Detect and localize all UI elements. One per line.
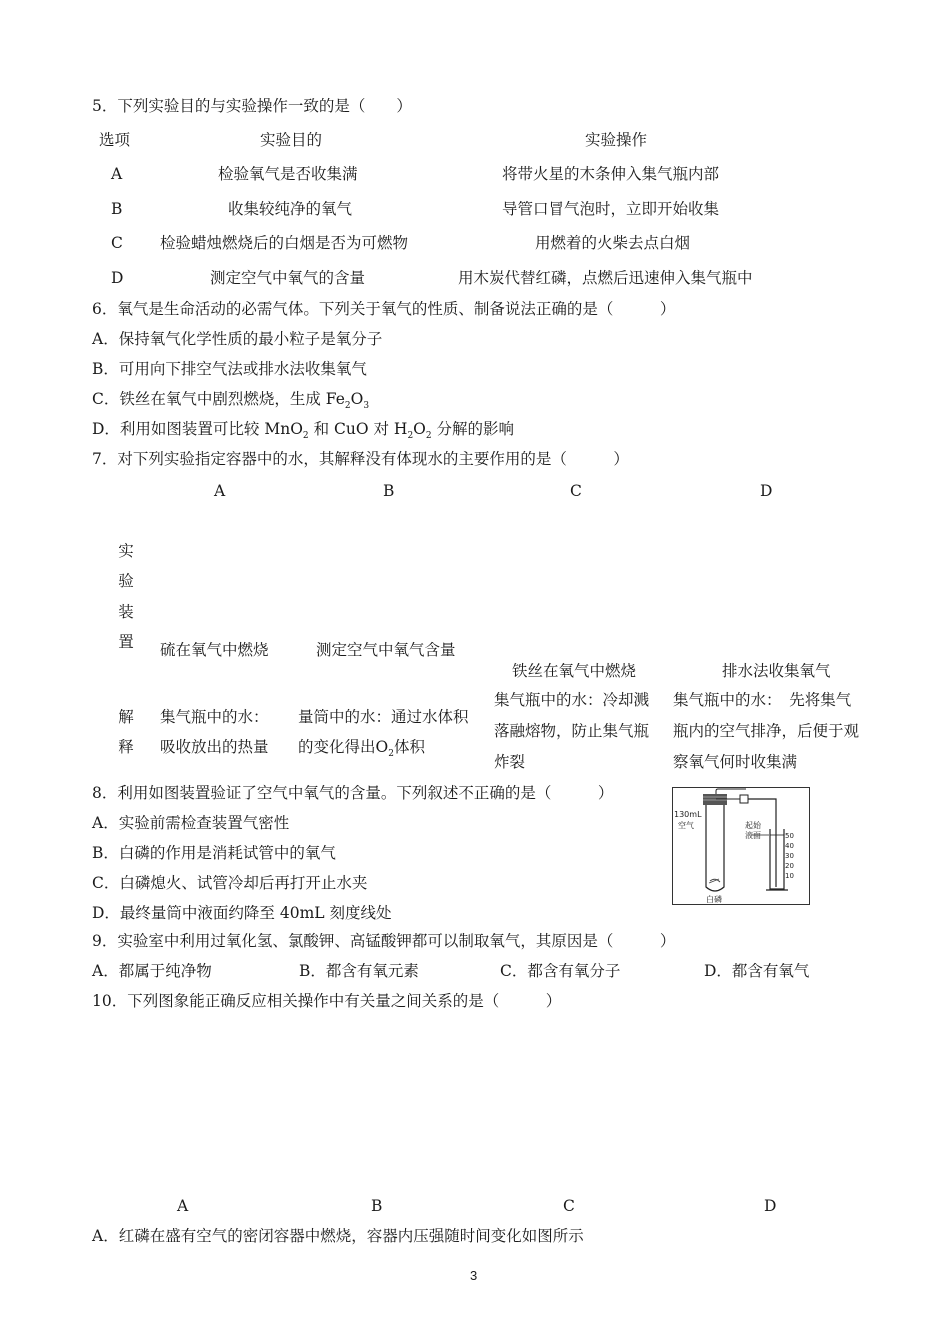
q5-row-d-purpose: 测定空气中氧气的含量 [210, 269, 366, 287]
q10-col-a: A [177, 1197, 189, 1215]
scale-10: 10 [785, 872, 794, 880]
q9-option-a: A．都属于纯净物 [92, 962, 212, 980]
q5-row-c-purpose: 检验蜡烛燃烧后的白烟是否为可燃物 [160, 234, 409, 252]
scale-30: 30 [785, 852, 794, 860]
clamp [740, 795, 748, 803]
q6-option-b: B．可用向下排空气法或排水法收集氧气 [92, 360, 367, 378]
q5-row-b-operation: 导管口冒气泡时，立即开始收集 [502, 200, 720, 218]
q7-title-a: 硫在氧气中燃烧 [160, 641, 269, 659]
q5-row-c-option: C [111, 234, 123, 252]
q5-header-operation: 实验操作 [585, 131, 648, 149]
q7-title-b: 测定空气中氧气含量 [316, 641, 456, 659]
q7-exp-a-line2: 吸收放出的热量 [160, 738, 269, 756]
q9-option-c: C．都含有氧分子 [500, 962, 621, 980]
q7-exp-label-2: 释 [118, 738, 134, 756]
q7-exp-b-line1: 量筒中的水：通过水体积 [298, 708, 469, 726]
q7-row-label-1: 实 [118, 542, 134, 560]
q5-stem: 5．下列实验目的与实验操作一致的是（ ） [92, 97, 412, 115]
q9-option-d: D．都含有氧气 [704, 962, 810, 980]
q8-option-c: C．白磷熄火、试管冷却后再打开止水夹 [92, 874, 368, 892]
q5-header-option: 选项 [99, 131, 131, 149]
q7-col-a: A [214, 482, 226, 500]
q7-exp-d: 集气瓶中的水： 先将集气瓶内的空气排净，后便于观察氧气何时收集满 [673, 691, 860, 771]
start-label-2: 液面 [745, 831, 761, 840]
q7-row-label-3: 装 [118, 603, 134, 621]
q5-row-c-operation: 用燃着的火柴去点白烟 [535, 234, 691, 252]
scale-20: 20 [785, 862, 794, 870]
q8-option-a: A．实验前需检查装置气密性 [92, 814, 290, 832]
page-number: 3 [470, 1268, 478, 1283]
q10-col-c: C [563, 1197, 575, 1215]
q7-exp-a-line1: 集气瓶中的水： [160, 708, 269, 726]
q6-option-a: A．保持氧气化学性质的最小粒子是氧分子 [92, 330, 383, 348]
q10-col-b: B [371, 1197, 383, 1215]
q7-col-c: C [570, 482, 582, 500]
air-label: 空气 [678, 821, 694, 830]
q7-col-b: B [383, 482, 395, 500]
q7-stem: 7．对下列实验指定容器中的水，其解释没有体现水的主要作用的是（ ） [92, 450, 629, 468]
oxygen-content-apparatus-figure [672, 787, 810, 905]
q7-exp-b-line2: 的变化得出$O_2$体积 [298, 738, 425, 759]
q6-stem: 6．氧气是生命活动的必需气体。下列关于氧气的性质、制备说法正确的是（ ） [92, 300, 676, 318]
scale-50: 50 [785, 832, 794, 840]
q8-option-b: B．白磷的作用是消耗试管中的氧气 [92, 844, 336, 862]
q5-row-a-purpose: 检验氧气是否收集满 [218, 165, 358, 183]
q9-option-b: B．都含有氧元素 [299, 962, 419, 980]
q10-option-a: A．红磷在盛有空气的密闭容器中燃烧，容器内压强随时间变化如图所示 [92, 1227, 584, 1245]
q7-exp-c: 集气瓶中的水：冷却溅落融熔物，防止集气瓶炸裂 [494, 691, 650, 771]
q7-row-label-2: 验 [118, 572, 134, 590]
tube-volume-label: 130mL [674, 810, 702, 819]
q8-option-d: D．最终量筒中液面约降至 40mL 刻度线处 [92, 904, 392, 922]
q7-col-d: D [760, 482, 773, 500]
scale-40: 40 [785, 842, 794, 850]
q5-row-b-option: B [111, 200, 123, 218]
q5-row-d-operation: 用木炭代替红磷，点燃后迅速伸入集气瓶中 [458, 269, 753, 287]
q9-stem: 9．实验室中利用过氧化氢、氯酸钾、高锰酸钾都可以制取氧气，其原因是（ ） [92, 932, 676, 950]
q5-row-d-option: D [111, 269, 124, 287]
q5-row-b-purpose: 收集较纯净的氧气 [228, 200, 353, 218]
q10-stem: 10．下列图象能正确反应相关操作中有关量之间关系的是（ ） [92, 992, 562, 1010]
phosphorus-label: 白磷 [706, 895, 722, 904]
start-label-1: 起始 [745, 821, 761, 830]
q7-title-c: 铁丝在氧气中燃烧 [512, 662, 637, 680]
q7-title-d: 排水法收集氧气 [722, 662, 831, 680]
q10-col-d: D [764, 1197, 777, 1215]
q8-stem: 8．利用如图装置验证了空气中氧气的含量。下列叙述不正确的是（ ） [92, 784, 614, 802]
q5-row-a-option: A [111, 165, 123, 183]
q7-exp-label-1: 解 [118, 708, 134, 726]
q5-header-purpose: 实验目的 [260, 131, 323, 149]
q7-row-label-4: 置 [118, 633, 134, 651]
q6-option-d: D．利用如图装置可比较 MnO$_2$ 和 CuO 对 $H_2O_2$ 分解的影响 [92, 420, 515, 441]
q6-option-c: C．铁丝在氧气中剧烈燃烧，生成 $Fe_2O_3$ [92, 390, 370, 411]
q5-row-a-operation: 将带火星的木条伸入集气瓶内部 [502, 165, 720, 183]
